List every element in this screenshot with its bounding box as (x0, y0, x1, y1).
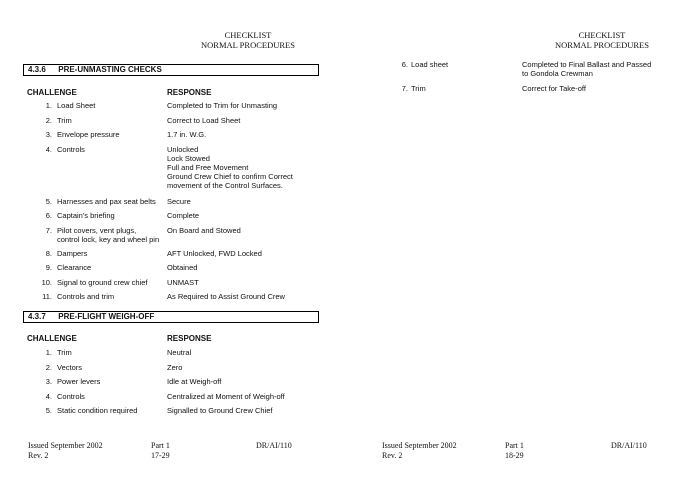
revision: Rev. 2 (382, 451, 403, 460)
item-number: 9. (45, 263, 52, 272)
header-line-1: CHECKLIST (578, 30, 626, 40)
response-text: Idle at Weigh-off (167, 377, 222, 386)
response-text: Complete (167, 211, 200, 220)
page-header (542, 30, 662, 50)
part-label: Part 1 (505, 441, 524, 450)
challenge-text: Controls (57, 392, 85, 401)
challenge-text: Controls and trim (57, 292, 115, 301)
revision: Rev. 2 (28, 451, 49, 460)
response-text: Signalled to Ground Crew Chief (167, 406, 273, 415)
item-number: 6. (45, 211, 52, 220)
challenge-text (57, 226, 159, 244)
footer-issue (28, 441, 103, 461)
section-heading: PRE-UNMASTING CHECKS (58, 65, 162, 74)
header-line-2: NORMAL PROCEDURES (201, 40, 295, 50)
challenge-text: Signal to ground crew chief (57, 278, 148, 287)
section-title-weigh-off (23, 311, 319, 323)
page-number: 18-29 (505, 451, 524, 460)
item-number: 4. (45, 392, 52, 401)
item-number: 5. (45, 406, 52, 415)
response-text: Obtained (167, 263, 198, 272)
item-number: 1. (45, 101, 52, 110)
challenge-column-header: CHALLENGE (27, 334, 77, 343)
section-title-pre-unmasting (23, 64, 319, 76)
section-heading: PRE-FLIGHT WEIGH-OFF (58, 312, 155, 321)
challenge-text: Load sheet (411, 60, 449, 69)
response-text (522, 60, 651, 78)
item-number: 2. (45, 116, 52, 125)
page-header (188, 30, 308, 50)
response-line: movement of the Control Surfaces. (167, 181, 283, 190)
item-number: 1. (45, 348, 52, 357)
challenge-text: Clearance (57, 263, 92, 272)
part-label: Part 1 (151, 441, 170, 450)
challenge-text: Captain's briefing (57, 211, 115, 220)
response-text (167, 145, 293, 190)
challenge-text: Vectors (57, 363, 83, 372)
response-line: Lock Stowed (167, 154, 210, 163)
footer-part (505, 441, 524, 461)
page-number: 17-29 (151, 451, 170, 460)
challenge-text: Dampers (57, 249, 88, 258)
challenge-text: Power levers (57, 377, 101, 386)
response-text: Completed to Trim for Unmasting (167, 101, 278, 110)
response-text: 1.7 in. W.G. (167, 130, 207, 139)
response-line: to Gondola Crewman (522, 69, 593, 78)
challenge-text: Static condition required (57, 406, 138, 415)
response-text: Secure (167, 197, 191, 206)
challenge-line: Pilot covers, vent plugs, (57, 226, 137, 235)
item-number: 10. (41, 278, 52, 287)
item-number: 6. (401, 60, 408, 69)
item-number: 4. (45, 145, 52, 154)
right-page (345, 0, 690, 489)
response-line: Unlocked (167, 145, 199, 154)
response-text: Correct to Load Sheet (167, 116, 241, 125)
response-text: Neutral (167, 348, 192, 357)
issue-date: Issued September 2002 (382, 441, 457, 450)
response-text: On Board and Stowed (167, 226, 241, 235)
header-line-2: NORMAL PROCEDURES (555, 40, 649, 50)
item-number: 2. (45, 363, 52, 372)
response-line: Ground Crew Chief to confirm Correct (167, 172, 293, 181)
item-number: 7. (401, 84, 408, 93)
item-number: 5. (45, 197, 52, 206)
response-column-header: RESPONSE (167, 334, 212, 343)
response-text: Correct for Take-off (522, 84, 586, 93)
challenge-text: Trim (57, 348, 72, 357)
response-text: Centralized at Moment of Weigh-off (167, 392, 285, 401)
item-number: 3. (45, 130, 52, 139)
response-text: Zero (167, 363, 183, 372)
challenge-line: control lock, key and wheel pin (57, 235, 160, 244)
item-number: 3. (45, 377, 52, 386)
item-number: 7. (45, 226, 52, 235)
response-column-header: RESPONSE (167, 88, 212, 97)
footer-document-ref: DR/AI/110 (256, 441, 292, 450)
header-line-1: CHECKLIST (224, 30, 272, 40)
item-number: 11. (42, 292, 52, 301)
response-text: AFT Unlocked, FWD Locked (167, 249, 262, 258)
challenge-text: Envelope pressure (57, 130, 120, 139)
footer-issue (382, 441, 457, 461)
challenge-text: Trim (411, 84, 426, 93)
issue-date: Issued September 2002 (28, 441, 103, 450)
challenge-text: Controls (57, 145, 85, 154)
footer-part (151, 441, 170, 461)
response-line: Completed to Final Ballast and Passed (522, 60, 652, 69)
challenge-text: Trim (57, 116, 72, 125)
challenge-text: Load Sheet (57, 101, 96, 110)
challenge-column-header: CHALLENGE (27, 88, 77, 97)
footer-document-ref: DR/AI/110 (611, 441, 647, 450)
response-text: As Required to Assist Ground Crew (167, 292, 285, 301)
challenge-text: Harnesses and pax seat belts (57, 197, 156, 206)
item-number: 8. (45, 249, 52, 258)
response-text: UNMAST (167, 278, 199, 287)
response-line: Full and Free Movement (167, 163, 249, 172)
section-number: 4.3.6 (28, 65, 46, 74)
section-number: 4.3.7 (28, 312, 46, 321)
